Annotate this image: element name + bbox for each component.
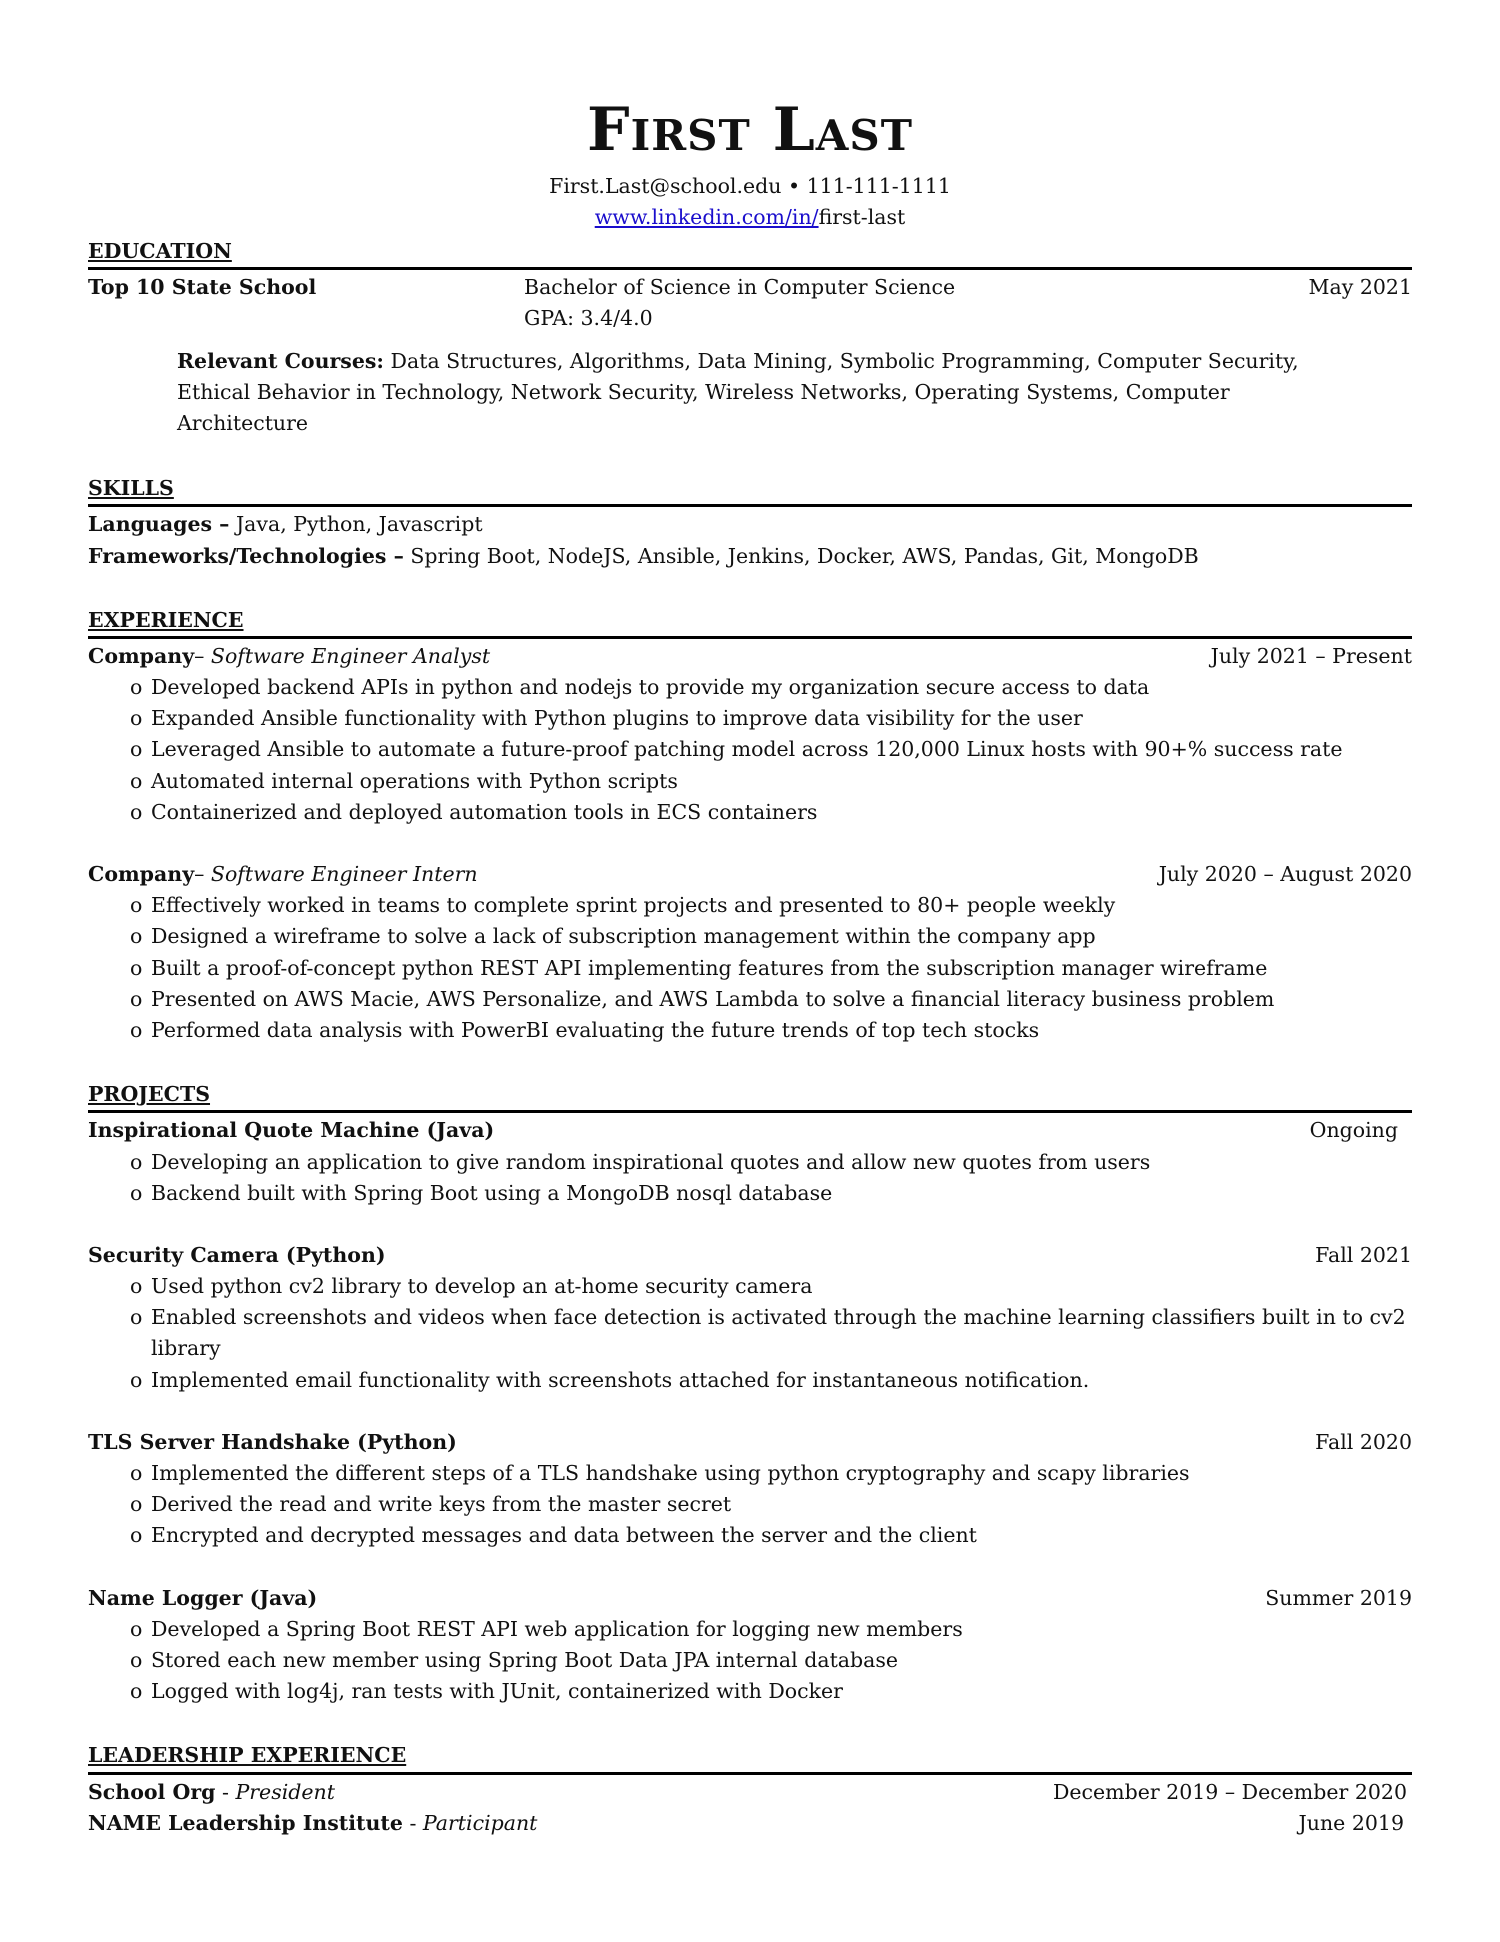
bullet-icon: o (130, 1367, 143, 1392)
bullet-item (88, 672, 1412, 703)
spacer (88, 1707, 1412, 1738)
bullet-text: Automated internal operations with Python scripts (151, 768, 678, 793)
bullet-icon: o (130, 675, 143, 700)
project-header (88, 1583, 1412, 1614)
project-date: Ongoing (1309, 1118, 1398, 1143)
bullet-text: Implemented the different steps of a TLS handshake using python cryptography and scapy libraries (151, 1461, 1190, 1486)
bullet-text: Containerized and deployed automation tools in ECS containers (151, 799, 818, 824)
bullet-icon: o (130, 1616, 143, 1641)
bullet-text: Used python cv2 library to develop an at-home security camera (151, 1274, 813, 1299)
bullet-icon: o (130, 893, 143, 918)
section-leadership-heading: LEADERSHIP EXPERIENCE (88, 1740, 1412, 1774)
bullet-text: Enabled screenshots and videos when face detection is activated through the machine learning classifiers built in to cv2 library (151, 1305, 1406, 1361)
separator: • (788, 174, 801, 198)
leadership-entry (88, 1808, 1412, 1839)
degree: Bachelor of Science in Computer Science (524, 275, 956, 300)
bullet-icon: o (130, 1180, 143, 1205)
company-name: Company (88, 862, 195, 887)
bullet-item (88, 1676, 1412, 1707)
project-name: Security Camera (Python) (88, 1242, 386, 1267)
projects-list (88, 1115, 1412, 1738)
candidate-name: First Last (587, 95, 913, 165)
bullet-text: Built a proof-of-concept python REST API implementing features from the subscription manager wireframe (151, 955, 1268, 980)
bullet-text: Effectively worked in teams to complete sprint projects and presented to 80+ people weekly (151, 893, 1116, 918)
job-date: July 2021 – Present (1210, 643, 1412, 668)
bullet-text: Developed a Spring Boot REST API web application for logging new members (151, 1616, 963, 1641)
leadership-date: June 2019 (1298, 1810, 1404, 1835)
leadership-entry (88, 1777, 1412, 1808)
bullet-icon: o (130, 1274, 143, 1299)
bullet-item (88, 921, 1412, 952)
courses-text: Ethical Behavior in Technology, Network Security, Wireless Networks, Operating Systems, Computer (177, 379, 1230, 404)
bullet-text: Designed a wireframe to solve a lack of subscription management within the company app (151, 924, 1096, 949)
bullet-item (88, 1614, 1412, 1645)
phone: 111-111-1111 (806, 174, 951, 198)
project-date: Fall 2020 (1315, 1429, 1412, 1454)
bullet-item (88, 1645, 1412, 1676)
job-role: Software Engineer Intern (210, 862, 478, 887)
project-header (88, 1115, 1412, 1146)
bullet-item (88, 1302, 1412, 1364)
job-role: Software Engineer Analyst (210, 643, 491, 668)
bullet-item (88, 1520, 1412, 1551)
project-name: Name Logger (Java) (88, 1585, 318, 1610)
languages-label: Languages – (88, 512, 230, 537)
bullet-text: Stored each new member using Spring Boot Data JPA internal database (151, 1647, 899, 1672)
bullet-item (88, 1015, 1412, 1046)
frameworks-list: Spring Boot, NodeJS, Ansible, Jenkins, Docker, AWS, Pandas, Git, MongoDB (410, 543, 1199, 568)
project-header (88, 1427, 1412, 1458)
bullet-text: Presented on AWS Macie, AWS Personalize, and AWS Lambda to solve a financial literacy business problem (151, 986, 1275, 1011)
school-name: Top 10 State School (88, 275, 317, 300)
org-name: NAME Leadership Institute (88, 1810, 403, 1835)
separator: - (222, 1779, 229, 1804)
bullet-text: Performed data analysis with PowerBI evaluating the future trends of top tech stocks (151, 1017, 1040, 1042)
org-name: School Org (88, 1779, 216, 1804)
bullet-item (88, 1271, 1412, 1302)
bullet-icon: o (130, 799, 143, 824)
leadership-role: Participant (422, 1810, 538, 1835)
bullet-icon: o (130, 1305, 143, 1330)
bullet-text: Leveraged Ansible to automate a future-proof patching model across 120,000 Linux hosts with 90+% success rate (151, 737, 1343, 762)
bullet-icon: o (130, 955, 143, 980)
bullet-icon: o (130, 768, 143, 793)
bullet-icon: o (130, 1523, 143, 1548)
project-date: Summer 2019 (1265, 1585, 1412, 1610)
project-name: Inspirational Quote Machine (Java) (88, 1118, 495, 1143)
job-header (88, 641, 1412, 672)
bullet-icon: o (130, 1679, 143, 1704)
leadership-list (88, 1777, 1412, 1839)
bullet-item (88, 984, 1412, 1015)
spacer (88, 1552, 1412, 1583)
bullet-text: Developing an application to give random inspirational quotes and allow new quotes from users (151, 1149, 1151, 1174)
section-skills-heading: SKILLS (88, 473, 1412, 507)
courses-text: Architecture (177, 410, 309, 435)
bullet-icon: o (130, 924, 143, 949)
bullet-item (88, 703, 1412, 734)
bullet-item (88, 1458, 1412, 1489)
bullet-text: Backend built with Spring Boot using a MongoDB nosql database (151, 1180, 833, 1205)
job-header (88, 859, 1412, 890)
bullet-text: Logged with log4j, ran tests with JUnit, containerized with Docker (151, 1679, 843, 1704)
bullet-item (88, 1147, 1412, 1178)
separator: - (409, 1810, 417, 1835)
education-entry (88, 272, 1412, 303)
section-education-heading: EDUCATION (88, 236, 1412, 270)
bullet-item (88, 766, 1412, 797)
bullet-item (88, 797, 1412, 828)
bullet-item (88, 890, 1412, 921)
email: First.Last@school.edu (549, 174, 782, 198)
spacer (88, 1396, 1412, 1427)
skills-frameworks (88, 541, 1412, 572)
leadership-date: December 2019 – December 2020 (1052, 1779, 1407, 1804)
spacer (88, 1209, 1412, 1240)
languages-list: Java, Python, Javascript (235, 512, 483, 537)
linkedin-link[interactable]: www.linkedin.com/in/ (594, 205, 819, 230)
bullet-text: Expanded Ansible functionality with Python plugins to improve data visibility for the user (151, 706, 1083, 731)
separator: – (194, 643, 205, 668)
bullet-icon: o (130, 1647, 143, 1672)
courses-text: Data Structures, Algorithms, Data Mining, Symbolic Programming, Computer Security, (390, 348, 1299, 373)
section-experience-heading: EXPERIENCE (88, 605, 1412, 639)
frameworks-label: Frameworks/Technologies – (88, 543, 404, 568)
leadership-role: President (235, 1779, 335, 1804)
bullet-item (88, 1489, 1412, 1520)
project-name: TLS Server Handshake (Python) (88, 1429, 457, 1454)
bullet-icon: o (130, 737, 143, 762)
spacer (88, 828, 1412, 859)
skills-languages (88, 509, 1412, 540)
courses-label: Relevant Courses: (177, 348, 385, 373)
experience-list (88, 641, 1412, 1077)
bullet-text: Derived the read and write keys from the master secret (151, 1492, 732, 1517)
job-date: July 2020 – August 2020 (1158, 862, 1412, 887)
linkedin-handle: first-last (818, 205, 906, 230)
relevant-courses (88, 346, 1412, 440)
bullet-text: Encrypted and decrypted messages and data between the server and the client (151, 1523, 977, 1548)
bullet-text: Developed backend APIs in python and nodejs to provide my organization secure access to data (151, 675, 1150, 700)
bullet-icon: o (130, 1149, 143, 1174)
project-header (88, 1240, 1412, 1271)
spacer (88, 1046, 1412, 1077)
section-projects-heading: PROJECTS (88, 1079, 1412, 1113)
graduation-date: May 2021 (1308, 275, 1412, 300)
project-date: Fall 2021 (1315, 1242, 1412, 1267)
separator: – (194, 862, 205, 887)
bullet-icon: o (130, 986, 143, 1011)
gpa: GPA: 3.4/4.0 (524, 306, 653, 331)
bullet-item (88, 1178, 1412, 1209)
contact-info (0, 171, 1500, 233)
bullet-text: Implemented email functionality with screenshots attached for instantaneous notification. (151, 1367, 1090, 1392)
company-name: Company (88, 643, 195, 668)
bullet-icon: o (130, 1461, 143, 1486)
bullet-item (88, 734, 1412, 765)
bullet-icon: o (130, 1492, 143, 1517)
bullet-icon: o (130, 706, 143, 731)
bullet-item (88, 1365, 1412, 1396)
bullet-item (88, 953, 1412, 984)
bullet-icon: o (130, 1017, 143, 1042)
